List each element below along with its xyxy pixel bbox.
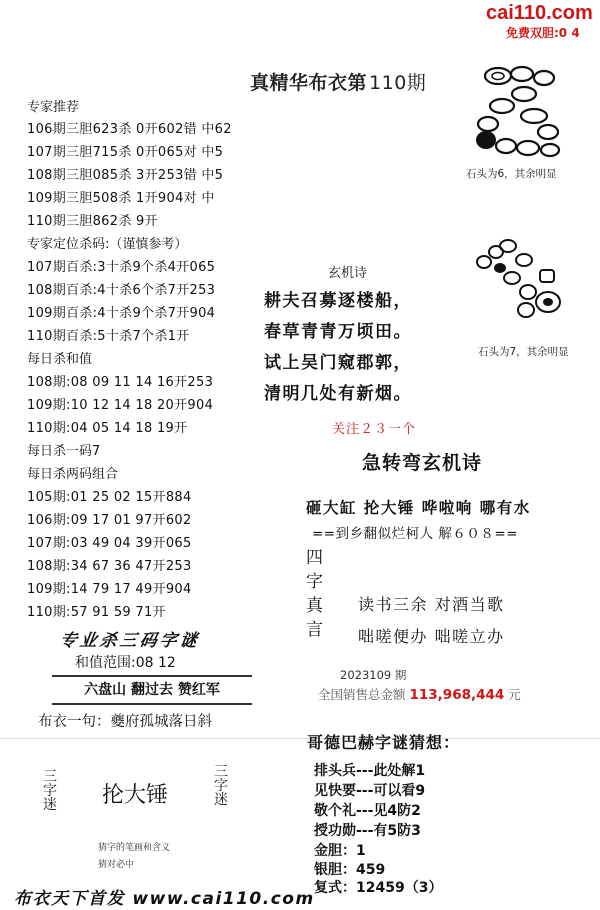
- sales-amount: 113,968,444: [409, 687, 505, 703]
- sales-line: [318, 685, 521, 703]
- xuanji-title: 玄机诗: [328, 266, 368, 281]
- stone-caption: 石头为6，其余明显: [466, 168, 557, 180]
- sum-title: 每日杀和值: [27, 352, 93, 367]
- sum-row: 110期:04 05 14 18 19开: [27, 421, 188, 436]
- pair-row: 107期:03 49 04 39开065: [27, 536, 192, 551]
- pair-row: 106期:09 17 01 97开602: [27, 513, 192, 528]
- position-row: 107期百杀:3十杀9个杀4开065: [27, 260, 216, 275]
- poem-line: 试上吴门窥郡郭，: [264, 353, 412, 373]
- four-char-label: 四字真言: [306, 548, 323, 640]
- stone-puzzle-image-1: [470, 58, 580, 164]
- sales-issue: 2023109 期: [340, 668, 407, 682]
- sum-row: 108期:08 09 11 14 16开253: [27, 375, 214, 390]
- position-row: 109期百杀:4十杀9个杀7开904: [27, 306, 216, 321]
- sales-unit: 元: [508, 687, 521, 702]
- idiom-line: 读书三余 对酒当歌: [358, 595, 505, 614]
- sum-row: 109期:10 12 14 18 20开904: [27, 398, 214, 413]
- divider: [0, 738, 600, 739]
- pair-row: 105期:01 25 02 15开884: [27, 490, 192, 505]
- expert-row: 106期三胆623杀 0开602错 中62: [27, 122, 232, 137]
- guess-line: 复式：12459（3）: [314, 880, 443, 896]
- footer-text: 布衣天下首发 www.cai110.com: [14, 889, 315, 909]
- pair-row: 110期:57 91 59 71开: [27, 605, 166, 620]
- follow-note: 关注２３一个: [332, 422, 417, 437]
- pair-row: 108期:34 67 36 47开253: [27, 559, 192, 574]
- guess-line: 见快要---可以看9: [314, 783, 426, 799]
- poem-line: 清明几处有新烟。: [264, 384, 412, 404]
- guess-line: 敬个礼---见4防2: [314, 803, 421, 819]
- title-issue: 110期: [369, 72, 427, 94]
- turn-title: 急转弯玄机诗: [362, 452, 483, 474]
- hammer-line: 砸大缸 抡大锤 哗啦响 哪有水: [306, 499, 531, 517]
- title-text: 真精华布衣第: [250, 72, 368, 94]
- page-title: [250, 68, 426, 95]
- position-row: 110期百杀:5十杀7个杀1开: [27, 329, 190, 344]
- buyi-line: 布衣一句：夔府孤城落日斜: [38, 714, 212, 730]
- sum-range: 和值范围:08 12: [75, 655, 176, 671]
- guess-line: 银胆：459: [314, 862, 386, 878]
- stone-puzzle-image-2: [470, 232, 580, 340]
- note-line: 猜字的笔画和含义: [98, 843, 171, 853]
- stone-caption: 石头为7，其余明显: [478, 346, 569, 358]
- site-logo: cai110.com: [486, 2, 593, 24]
- poem-line: 耕夫召募逐楼船，: [264, 291, 412, 311]
- expert-title: 专家推荐: [27, 100, 80, 115]
- slogan-box: 六盘山 翻过去 赞红军: [52, 675, 252, 705]
- free-pick: 免费双胆:0 4: [506, 26, 580, 40]
- riddle-title: 专业杀三码字谜: [58, 631, 202, 651]
- riddle-answer: 抡大锤: [102, 783, 169, 808]
- vertical-label-left: 三字迷: [43, 769, 57, 813]
- guess-line: 金胆：1: [314, 843, 366, 859]
- note-line: 猜对必中: [98, 860, 135, 870]
- idiom-line: 咄嗟便办 咄嗟立办: [358, 627, 505, 646]
- expert-row: 107期三胆715杀 0开065对 中5: [27, 145, 224, 160]
- sales-label: 全国销售总金额: [318, 687, 406, 702]
- expert-row: 110期三胆862杀 9开: [27, 214, 158, 229]
- pair-title: 每日杀两码组合: [27, 467, 119, 482]
- guess-line: 授功勋---有5防3: [314, 823, 421, 839]
- guess-title: 哥德巴赫字谜猜想：: [307, 733, 461, 752]
- expert-row: 108期三胆085杀 3开253错 中5: [27, 168, 224, 183]
- vertical-label-right: 三字迷: [214, 764, 228, 808]
- pair-row: 109期:14 79 17 49开904: [27, 582, 192, 597]
- position-row: 108期百杀:4十杀6个杀7开253: [27, 283, 216, 298]
- guess-line: 排头兵---此处解1: [314, 763, 426, 779]
- poem-line: 春草青青万顷田。: [264, 322, 412, 342]
- kill-one: 每日杀一码7: [27, 444, 101, 459]
- visit-line: ==到乡翻似烂柯人 解６０８==: [312, 526, 519, 542]
- expert-row: 109期三胆508杀 1开904对 中: [27, 191, 215, 206]
- position-title: 专家定位杀码:（谨慎参考）: [27, 237, 188, 252]
